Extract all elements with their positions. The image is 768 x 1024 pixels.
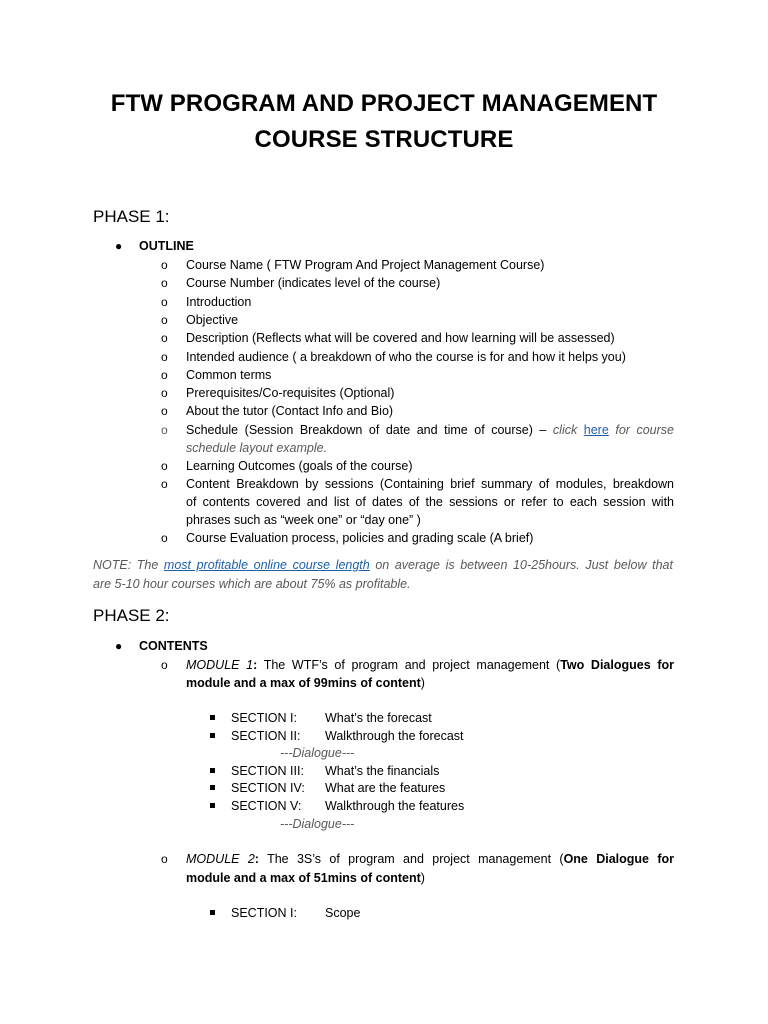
bullet-circle: o — [161, 331, 168, 345]
outline-item: Intended audience ( a breakdown of who the course is for and how it helps you) — [186, 350, 626, 364]
section-label: SECTION V: — [231, 799, 302, 813]
module-1-desc: The WTF’s of program and project management ( — [263, 658, 561, 672]
evaluation-item: Course Evaluation process, policies and grading scale (A brief) — [186, 531, 534, 545]
outline-item: Prerequisites/Co-requisites (Optional) — [186, 386, 395, 400]
content-breakdown-line-1: Content Breakdown by sessions (Containing brief summary of modules, breakdown — [186, 477, 674, 491]
module-1-name: MODULE 1 — [186, 658, 254, 672]
outline-item: Course Name ( FTW Program And Project Management Course) — [186, 258, 545, 272]
bullet-circle: o — [161, 404, 168, 418]
note-suffix: on average is between 10-25hours. Just below that — [375, 558, 673, 572]
section-label: SECTION I: — [231, 906, 297, 920]
module-1-colon: : — [253, 658, 258, 672]
section-label: SECTION IV: — [231, 781, 305, 795]
contents-label: CONTENTS — [139, 639, 208, 653]
bullet-circle: o — [161, 423, 168, 437]
learning-outcomes-item: Learning Outcomes (goals of the course) — [186, 459, 413, 473]
document-title-line-2: COURSE STRUCTURE — [254, 126, 514, 153]
schedule-text: Schedule (Session Breakdown of date and time of course) – — [186, 423, 547, 437]
schedule-click-text: click — [552, 423, 578, 437]
section-label: SECTION II: — [231, 729, 301, 743]
bullet-circle: o — [161, 477, 168, 491]
section-value: What’s the financials — [325, 764, 440, 778]
module-2-line-1 — [186, 850, 674, 868]
phase-2-heading: PHASE 2: — [93, 606, 170, 625]
bullet-disc: ● — [115, 639, 123, 653]
outline-item: Description (Reflects what will be covered and how learning will be assessed) — [186, 331, 615, 345]
schedule-line-2: schedule layout example. — [186, 441, 328, 455]
bullet-circle: o — [161, 258, 168, 272]
module-1-line-2 — [186, 674, 425, 692]
phase-1-heading: PHASE 1: — [93, 207, 170, 226]
bullet-circle: o — [161, 459, 168, 473]
bullet-circle: o — [161, 350, 168, 364]
section-value: Scope — [325, 906, 361, 920]
note-course-length-link[interactable]: most profitable online course length — [163, 558, 370, 572]
module-2-line-2 — [186, 869, 425, 887]
outline-item: Objective — [186, 313, 239, 327]
bullet-circle: o — [161, 386, 168, 400]
module-1-line2-text: module and a max of 99mins of content — [186, 676, 421, 690]
module-2-close-paren: ) — [420, 871, 425, 885]
module-1-close-paren: ) — [420, 676, 425, 690]
bullet-circle: o — [161, 852, 168, 866]
dialogue-marker: ---Dialogue--- — [280, 817, 355, 831]
outline-item: Common terms — [186, 368, 272, 382]
note-line-1 — [93, 556, 673, 575]
dialogue-marker: ---Dialogue--- — [280, 746, 355, 760]
outline-item: Course Number (indicates level of the course) — [186, 276, 441, 290]
bullet-disc: ● — [115, 239, 123, 253]
section-label: SECTION III: — [231, 764, 304, 778]
outline-item: Introduction — [186, 295, 252, 309]
module-2-line2-text: module and a max of 51mins of content — [186, 871, 421, 885]
section-label: SECTION I: — [231, 711, 297, 725]
schedule-here-link[interactable]: here — [583, 423, 609, 437]
outline-item: About the tutor (Contact Info and Bio) — [186, 404, 394, 418]
bullet-circle: o — [161, 276, 168, 290]
note-line-2: are 5-10 hour courses which are about 75% as profitable. — [93, 577, 411, 591]
bullet-circle: o — [161, 295, 168, 309]
section-value: Walkthrough the forecast — [325, 729, 464, 743]
bullet-circle: o — [161, 368, 168, 382]
module-2-name: MODULE 2 — [186, 852, 255, 866]
bullet-circle: o — [161, 313, 168, 327]
schedule-after-text: for course — [615, 423, 674, 437]
bullet-circle: o — [161, 531, 168, 545]
module-2-bold: One Dialogue for — [563, 852, 675, 866]
module-2-colon: : — [254, 852, 259, 866]
bullet-circle: o — [161, 658, 168, 672]
content-breakdown-line-3: phrases such as “week one” or “day one” ) — [186, 513, 421, 527]
note-prefix: NOTE: The — [93, 558, 159, 572]
module-1-line-1 — [186, 656, 674, 674]
document-title-line-1: FTW PROGRAM AND PROJECT MANAGEMENT — [110, 90, 658, 117]
content-breakdown-line-2: of contents covered and list of dates of the sessions or refer to each session with — [186, 495, 674, 509]
section-value: What’s the forecast — [325, 711, 432, 725]
section-value: Walkthrough the features — [325, 799, 465, 813]
outline-label: OUTLINE — [139, 239, 194, 253]
module-2-desc: The 3S’s of program and project management ( — [267, 852, 564, 866]
schedule-item — [186, 421, 674, 439]
section-value: What are the features — [325, 781, 446, 795]
module-1-bold: Two Dialogues for — [560, 658, 674, 672]
